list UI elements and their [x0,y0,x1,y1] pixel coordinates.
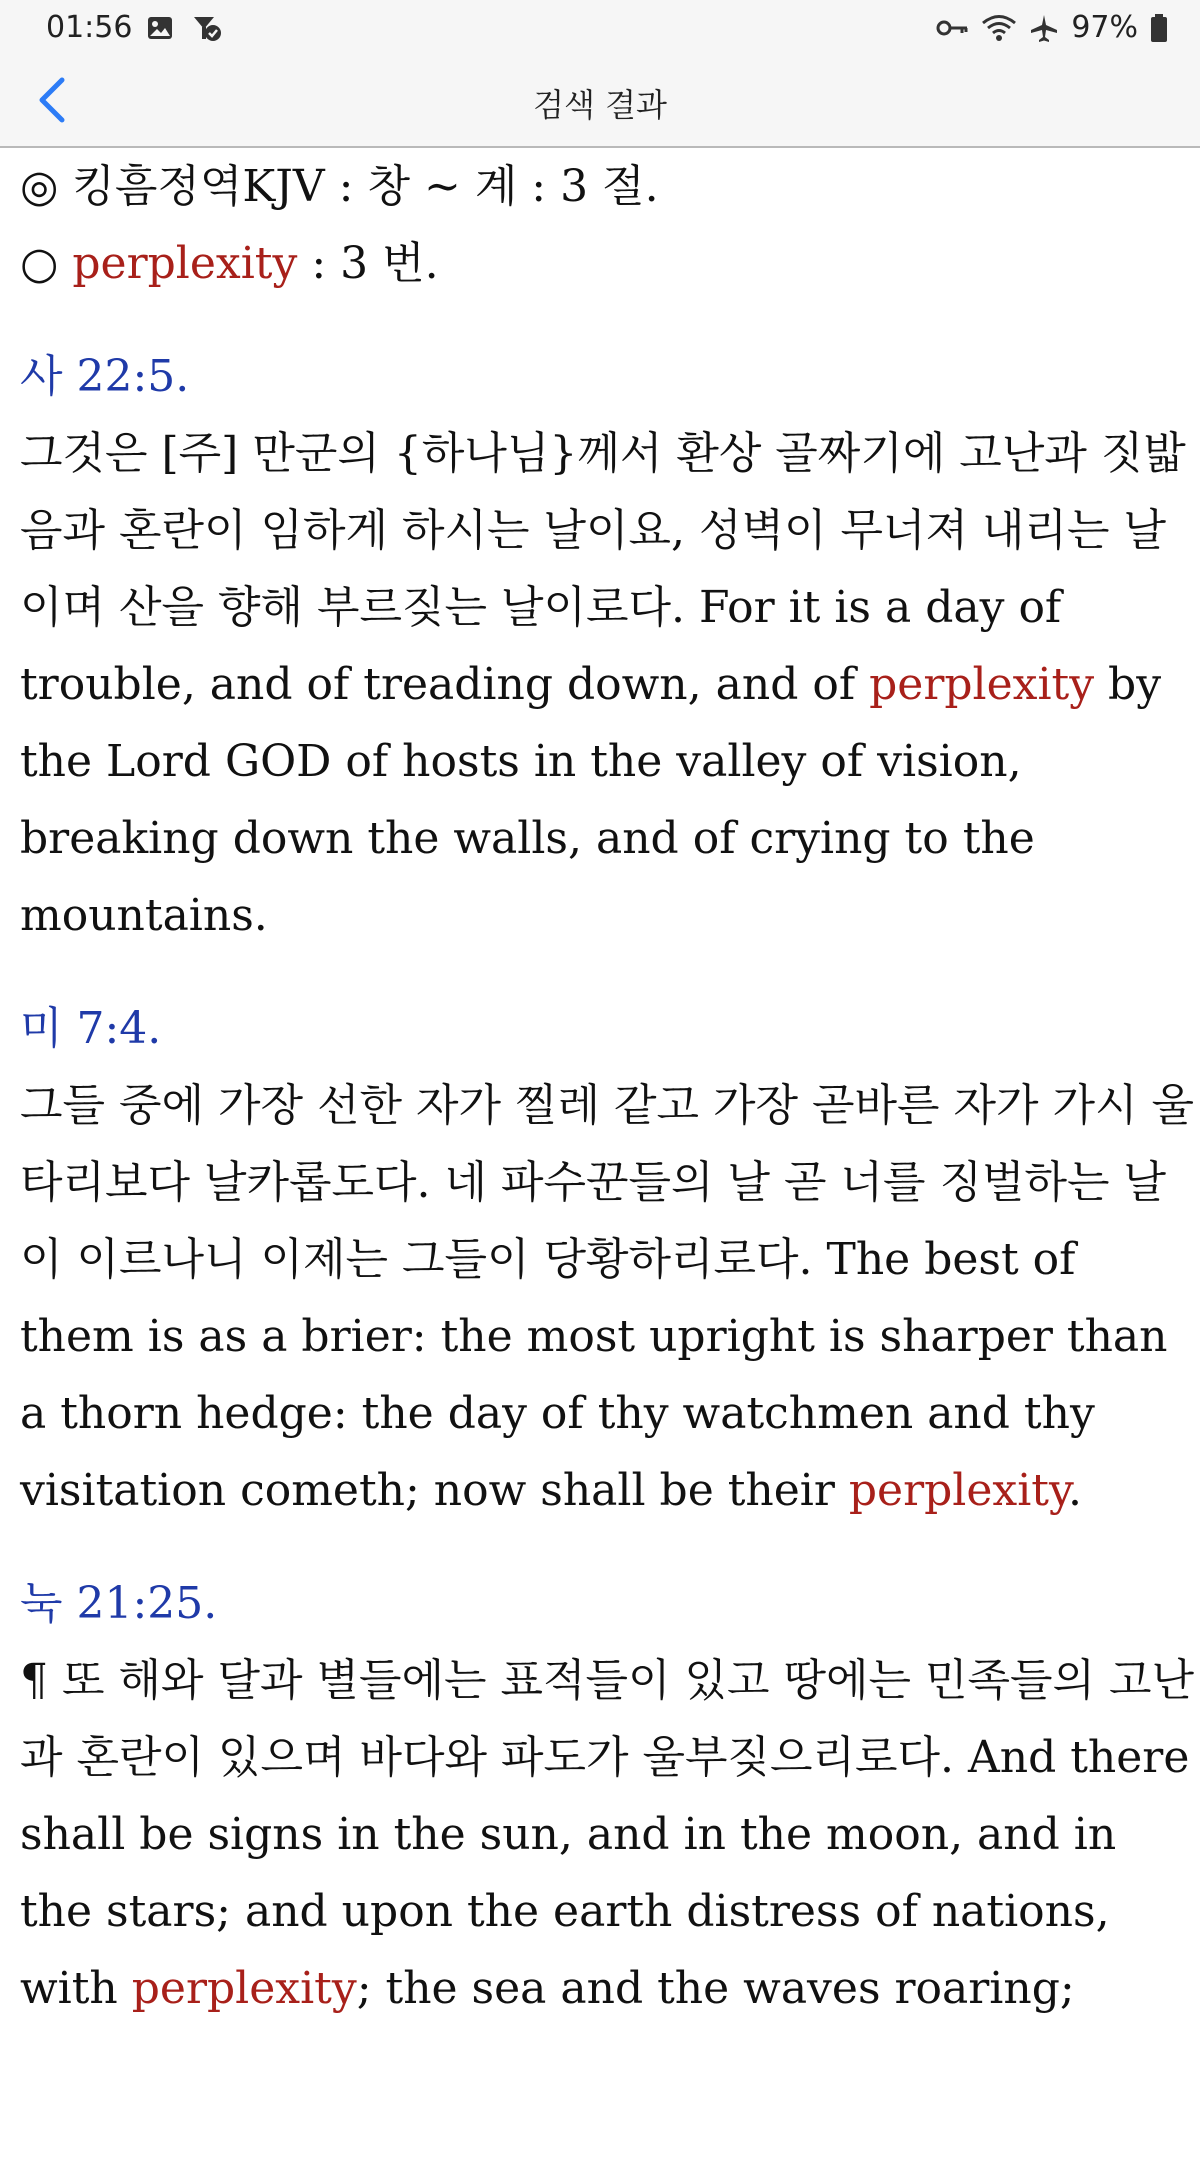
verse-text-before: 그들 중에 가장 선한 자가 찔레 같고 가장 곧바른 자가 가시 울타리보다 날카롭도다. 네 파수꾼들의 날 곧 너를 징벌하는 날이 이르나니 이제는 그들이 당황하리로다. The best of them is as a brier: the most upright is sharper than a thorn hedge: the day of thy watchmen and thy visitation cometh; now shall be their [20,1080,1194,1516]
summary-term-count: : 3 번. [297,238,439,289]
summary-version-line: ◎ 킹흠정역KJV : 창 ~ 계 : 3 절. [20,161,659,212]
page-title: 검색 결과 [533,86,667,124]
verse-text-after: ; the sea and the waves roaring; [356,1963,1075,2014]
verse-text-after: by the Lord GOD of hosts in the valley of vision, breaking down the walls, and of crying to the mountains. [20,659,1162,941]
verse-text-before: ¶ 또 해와 달과 별들에는 표적들이 있고 땅에는 민족들의 고난과 혼란이 있으며 바다와 파도가 울부짖으리로다. And there shall be signs in the sun, and in the moon, and in the stars; and upon the earth distress of nations, with [20,1655,1194,2014]
verse-reference[interactable]: 눅 21:25. [20,1578,218,1629]
result-item[interactable] [20,1565,1195,2027]
status-left [46,10,222,45]
verse-keyword: perplexity [131,1963,357,2014]
battery-icon [1150,13,1168,43]
airplane-icon [1029,13,1059,43]
search-results [20,148,1195,2027]
summary-term-prefix: ○ [20,238,73,289]
gallery-icon [146,14,174,42]
vpn-key-icon [935,16,969,40]
verse-reference[interactable]: 미 7:4. [20,1003,162,1054]
verse-text-after: . [1068,1465,1082,1516]
wifi-icon [981,14,1017,42]
verse-keyword: perplexity [848,1465,1068,1516]
status-right [935,10,1168,45]
verse-text [20,415,1195,954]
result-item[interactable] [20,990,1195,1529]
battery-percent: 97% [1071,10,1138,45]
status-bar [0,0,1200,56]
summary-term-line [20,225,1195,302]
status-time: 01:56 [46,10,133,45]
verse-keyword: perplexity [869,659,1095,710]
verse-text-before: 그것은 [주] 만군의 {하나님}께서 환상 골짜기에 고난과 짓밟음과 혼란이 임하게 하시는 날이요, 성벽이 무너져 내리는 날이며 산을 향해 부르짖는 날이로다. For it is a day of trouble, and of treading down, and of [20,428,1186,710]
result-item[interactable] [20,338,1195,954]
verse-reference[interactable]: 사 22:5. [20,351,190,402]
summary-term: perplexity [72,238,298,289]
notification-check-icon [188,13,222,43]
verse-text [20,1642,1195,2027]
app-bar [0,56,1200,148]
verse-text [20,1067,1195,1529]
